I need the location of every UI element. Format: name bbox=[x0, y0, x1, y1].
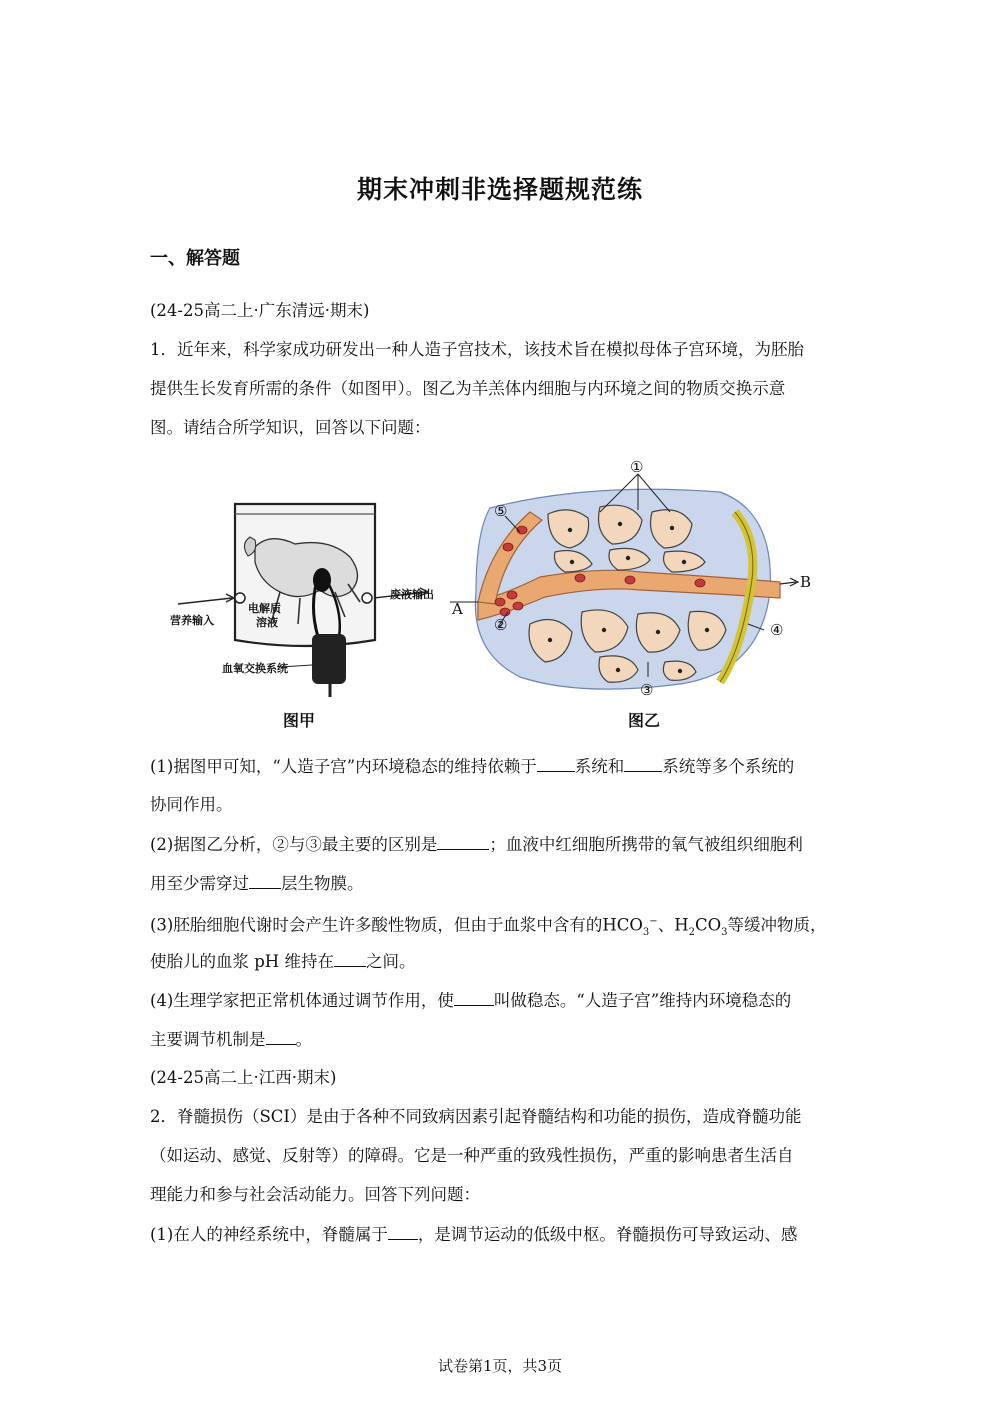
q2-source: (24-25高二上·江西·期末) bbox=[150, 1068, 337, 1087]
marker-2: ② bbox=[494, 616, 508, 634]
label-waste-output: 废液输出 bbox=[390, 588, 434, 601]
q2-stem-line-3: 理能力和参与社会活动能力。回答下列问题： bbox=[150, 1185, 480, 1204]
q1-part-3-line-2: 使胎儿的血浆 pH 维持在 之间。 bbox=[150, 952, 416, 971]
label-nutrient-input: 营养输入 bbox=[170, 614, 214, 627]
answer-blank[interactable] bbox=[334, 950, 366, 967]
q1-figure-svg bbox=[160, 452, 840, 732]
label-electrolyte-1: 电解质 bbox=[248, 602, 281, 615]
answer-blank[interactable] bbox=[624, 755, 662, 772]
marker-4: ④ bbox=[770, 621, 784, 639]
q1-part-1-line-2: 协同作用。 bbox=[150, 795, 233, 814]
q2-stem-line-2: （如运动、感觉、反射等）的障碍。它是一种严重的致残性损伤，严重的影响患者生活自 bbox=[150, 1146, 794, 1165]
answer-blank[interactable] bbox=[249, 872, 281, 889]
marker-1: ① bbox=[630, 458, 644, 476]
label-a: A bbox=[452, 600, 463, 618]
q1-figures bbox=[160, 452, 840, 732]
marker-5: ⑤ bbox=[494, 502, 508, 520]
q1-source: (24-25高二上·广东清远·期末) bbox=[150, 301, 370, 320]
marker-3: ③ bbox=[640, 681, 654, 699]
page-title: 期末冲刺非选择题规范练 bbox=[356, 175, 643, 204]
answer-blank[interactable] bbox=[437, 833, 489, 850]
q1-part-4-line-2: 主要调节机制是 。 bbox=[150, 1030, 312, 1049]
answer-blank[interactable] bbox=[537, 755, 575, 772]
q1-part-1-line-1: (1)据图甲可知，“人造子宫”内环境稳态的维持依赖于 系统和 系统等多个系统的 bbox=[150, 757, 795, 776]
q1-part-4-line-1: (4)生理学家把正常机体通过调节作用，使 叫做稳态。“人造子宫”维持内环境稳态的 bbox=[150, 991, 792, 1010]
caption-figure-jia: 图甲 bbox=[283, 711, 316, 730]
q1-part-2-line-2: 用至少需穿过 层生物膜。 bbox=[150, 874, 364, 893]
q1-part-3-line-1: (3)胚胎细胞代谢时会产生许多酸性物质，但由于血浆中含有的$HCO_3^-$、$H_2CO_3$等缓冲物质， bbox=[150, 915, 827, 938]
q1-stem-line-3: 图。请结合所学知识，回答以下问题： bbox=[150, 418, 431, 437]
q2-part-1-line-1: (1)在人的神经系统中，脊髓属于 ，是调节运动的低级中枢。脊髓损伤可导致运动、感 bbox=[150, 1225, 798, 1244]
q1-stem-line-2: 提供生长发育所需的条件（如图甲）。图乙为羊羔体内细胞与内环境之间的物质交换示意 bbox=[150, 379, 786, 398]
answer-blank[interactable] bbox=[388, 1223, 418, 1240]
q1-part-2-line-1: (2)据图乙分析，②与③最主要的区别是 ；血液中红细胞所携带的氧气被组织细胞利 bbox=[150, 835, 803, 854]
answer-blank[interactable] bbox=[454, 989, 494, 1006]
page-footer: 试卷第1页，共3页 bbox=[437, 1357, 563, 1375]
label-oxygen-exchange: 血氧交换系统 bbox=[222, 662, 288, 675]
label-electrolyte-2: 溶液 bbox=[256, 616, 278, 629]
q2-stem-line-1: 2．脊髓损伤（SCI）是由于各种不同致病因素引起脊髓结构和功能的损伤，造成脊髓功能 bbox=[150, 1107, 802, 1126]
label-b: B bbox=[800, 573, 812, 591]
caption-figure-yi: 图乙 bbox=[628, 711, 661, 730]
q1-stem-line-1: 1．近年来，科学家成功研发出一种人造子宫技术，该技术旨在模拟母体子宫环境，为胚胎 bbox=[150, 340, 804, 359]
answer-blank[interactable] bbox=[266, 1028, 296, 1045]
section-heading: 一、解答题 bbox=[150, 248, 240, 269]
